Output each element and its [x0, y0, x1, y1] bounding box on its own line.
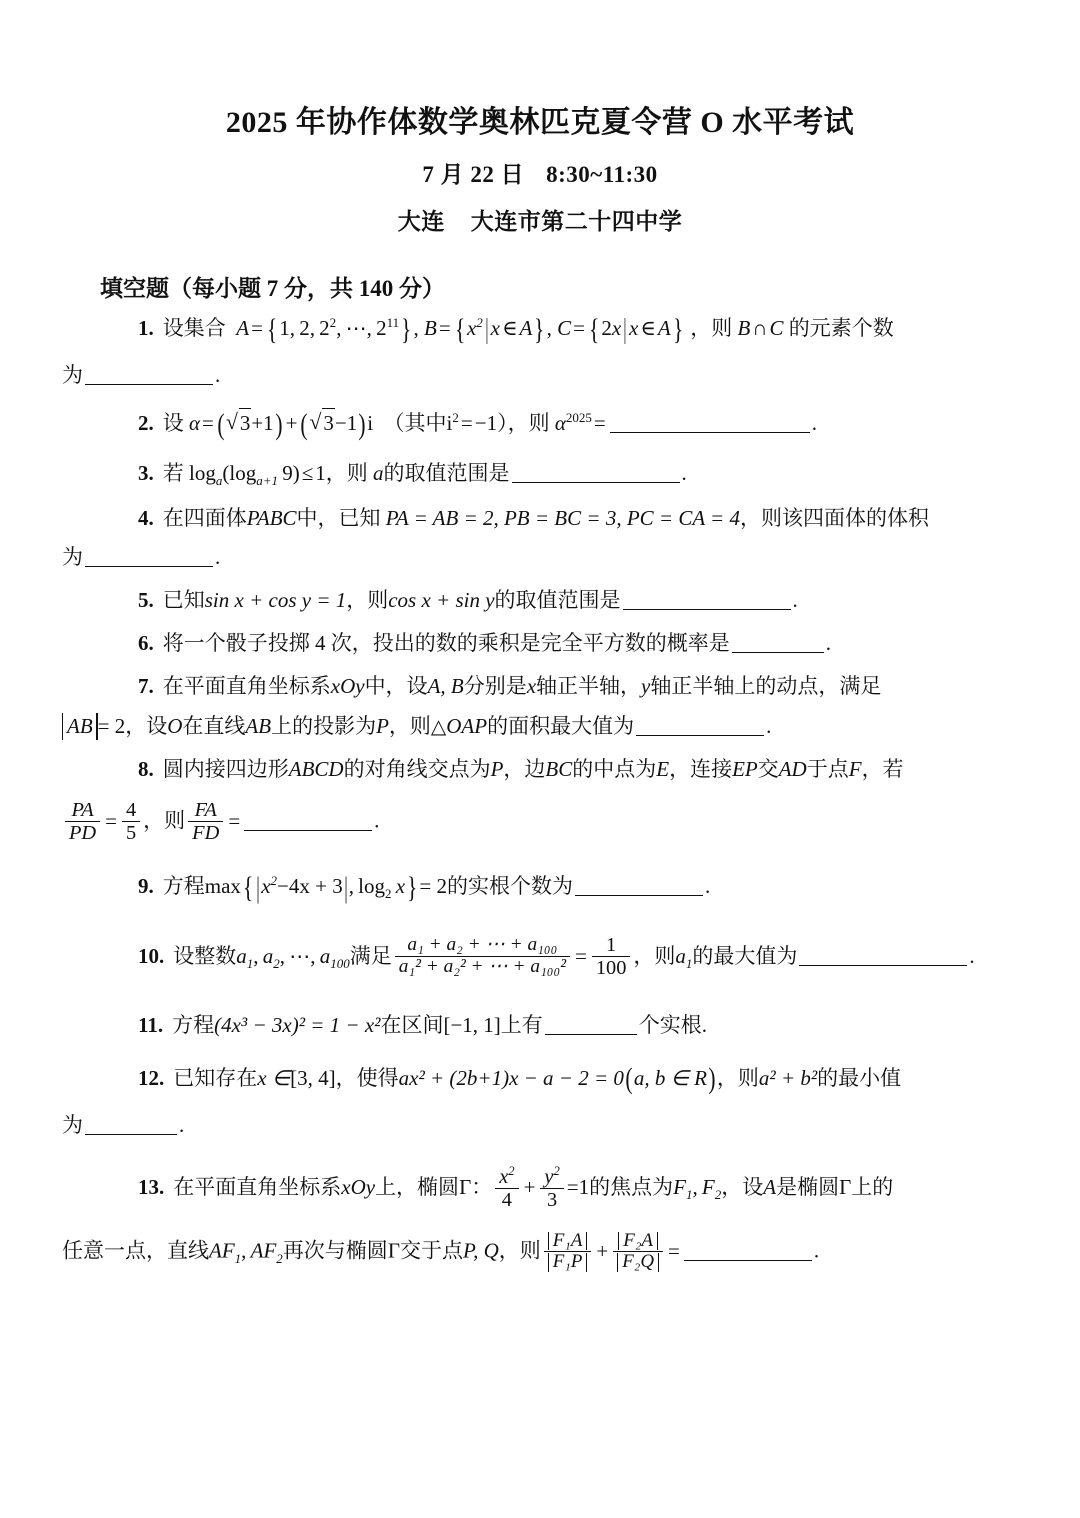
problem-item-9 [100, 867, 1000, 909]
problem-number: 2. [138, 410, 154, 435]
answer-blank[interactable] [545, 1014, 637, 1034]
problem-body: 方程(4x³ − 3x)² = 1 − x²在区间[−1, 1]上有 个实根. [172, 1012, 708, 1037]
answer-blank[interactable] [799, 946, 967, 966]
section-heading: 填空题（每小题 7 分，共 140 分） [100, 275, 445, 301]
exam-time: 8:30~11:30 [546, 161, 658, 187]
page-title: 2025 年协作体数学奥林匹克夏令营 O 水平考试 [225, 106, 855, 139]
problem-8-continuation: $\frac{PA}{PD}$ = $\frac{4}{5}$ ，则 $\frac{FA}{FD}$ = . [62, 800, 1000, 845]
problem-item-11 [100, 1011, 1000, 1041]
problem-item-5 [100, 586, 1000, 616]
problem-item-10 [100, 936, 1000, 981]
problem-number: 1. [138, 315, 154, 340]
answer-blank[interactable] [684, 1241, 812, 1261]
problem-12-continuation: 为 . [62, 1112, 185, 1137]
problem-body: 方程max{ $|x^2-4x + 3|$, $\log_2 x\}= 2$的实根个数为 . [162, 871, 711, 905]
answer-blank[interactable] [244, 810, 372, 830]
answer-blank[interactable] [85, 547, 213, 567]
problem-body: 在平面直角坐标系xOy中，设A, B分别是x轴正半轴，y轴正半轴上的动点，满足 [162, 673, 882, 698]
problem-4-continuation: 为 . [62, 545, 221, 570]
problem-list [0, 309, 1080, 1275]
answer-blank[interactable] [512, 463, 680, 483]
problem-number: 8. [138, 756, 154, 781]
problem-13-continuation: 任意一点，直线$AF_1$, $AF_2$再次与椭圆Γ交于点P, Q，则 $\frac{\text{F₁A}}{\text{F₁P}}$ + $\frac{\text{F₂A}}{\text{F₂Q}}$ = . [62, 1229, 820, 1273]
venue-school: 大连市第二十四中学 [470, 208, 683, 234]
problem-body: 已知sin x + cos y = 1，则cos x + sin y的取值范围是 . [162, 588, 798, 613]
problem-body: 设 α= ( √ 3+1) + ( √ 3−1)i （其中$i^2=-1$），则 $\alpha^{2025}=$ . [163, 411, 817, 435]
answer-blank[interactable] [575, 876, 703, 896]
problem-number: 7. [138, 673, 154, 698]
answer-blank[interactable] [85, 1114, 177, 1134]
document-header [0, 0, 1080, 236]
answer-blank[interactable] [732, 633, 824, 653]
answer-blank[interactable] [610, 412, 810, 432]
answer-blank[interactable] [85, 364, 213, 384]
problem-item-4 [62, 504, 1000, 574]
answer-blank[interactable] [636, 715, 764, 735]
problem-item-12 [62, 1058, 1000, 1140]
answer-blank[interactable] [623, 590, 791, 610]
problem-number: 6. [138, 631, 154, 656]
problem-number: 3. [138, 460, 154, 485]
problem-number: 13. [138, 1175, 165, 1200]
problem-body: 若 $\log_a(\log_{a+1}$ 9)≤1，则 a的取值范围是 . [162, 460, 687, 489]
problem-number: 10. [138, 943, 165, 968]
problem-item-8 [69, 755, 1000, 846]
exam-venue [0, 203, 1080, 236]
problem-item-7 [67, 672, 1000, 742]
problem-body: 圆内接四边形ABCD的对角线交点为P，边BC的中点为E，连接EP交AD于点F，若 [162, 756, 904, 781]
problem-item-3 [100, 459, 1000, 491]
problem-body: 设整数$a_1$, $a_2$, ⋯, $a_{100}$满足 $\frac{\text{a₁ + a₂ + ⋯ + a₁₀₀}}{\text{a₁² + a₂² + ⋯ + a₁₀₀²}}$ = $\frac{1}{100}$ ，则$a_1$的最大值为 . [173, 934, 975, 980]
exam-datetime [0, 156, 1080, 189]
problem-item-2 [100, 404, 1000, 446]
problem-7-continuation: AB = 2，设O在直线AB上的投影为P，则△OAP的面积最大值为 . [62, 712, 1000, 742]
problem-item-6 [100, 629, 1000, 659]
problem-body: 设集合 A= {1, 2, $2^2$, ⋯, $2^{11}$}, $B= \{x^2|$ x∈A}, C= {2x| x∈A} ，则 B∩C 的元素个数 [162, 312, 894, 346]
problem-number: 5. [138, 588, 154, 613]
problem-item-13 [62, 1163, 1000, 1275]
problem-body: 将一个骰子投掷 4 次，投出的数的乘积是完全平方数的概率是 . [162, 631, 831, 656]
problem-item-1 [62, 309, 1000, 391]
problem-number: 4. [138, 505, 154, 530]
problem-body: 在四面体PABC中，已知 PA = AB = 2, PB = BC = 3, PC = CA = 4，则该四面体的体积 [162, 505, 929, 530]
problem-1-continuation: 为 . [62, 362, 221, 387]
exam-date: 7 月 22 日 [422, 161, 525, 187]
venue-city: 大连 [397, 208, 445, 234]
triangle-symbol: △ [430, 715, 447, 738]
problem-number: 12. [138, 1065, 165, 1090]
problem-body: 在平面直角坐标系xOy上，椭圆Γ： $\frac{x^2}{4}$ + $\frac{y^2}{3}$ =1的焦点为$F_1$, $F_2$，设A是椭圆Γ上的 [173, 1163, 894, 1211]
problem-number: 11. [138, 1012, 164, 1037]
problem-body: 已知存在x ∈[3, 4]，使得ax² + (2b+1)x − a − 2 = 0(a, b ∈ R)，则a² + b²的最小值 [173, 1062, 902, 1096]
problem-number: 9. [138, 874, 154, 899]
